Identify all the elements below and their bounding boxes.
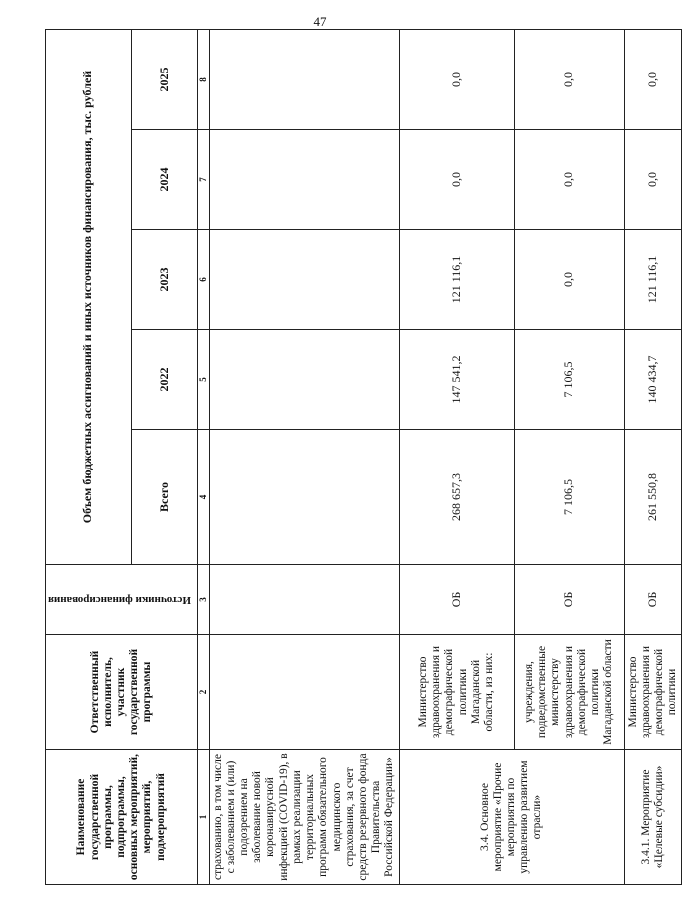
empty-cell [209, 330, 399, 430]
table-row [399, 29, 514, 884]
header-source-text: Источники финансирования [48, 593, 191, 606]
column-index-row [198, 29, 209, 884]
col-index-8: 8 [198, 29, 209, 129]
row-total: 268 657,3 [399, 430, 514, 565]
budget-table [45, 29, 682, 885]
empty-cell [209, 230, 399, 330]
header-year-2023: 2023 [131, 230, 197, 330]
row-name: 3.4. Основное мероприятие «Прочие мероприятия по управлению развитием отрасли» [399, 750, 624, 885]
header-year-2025: 2025 [131, 29, 197, 129]
row-source: ОБ [624, 565, 682, 635]
budget-table-sheet [45, 30, 679, 885]
row-2023: 121 116,1 [624, 230, 682, 330]
row-2022: 147 541,2 [399, 330, 514, 430]
table-row [624, 29, 682, 884]
header-executor: Ответственный исполнитель, участник государственной программы [46, 635, 198, 750]
col-index-5: 5 [198, 330, 209, 430]
row-executor: учреждения, подведомственные министерству здравоохранения и демографической политики Магаданской области [514, 635, 624, 750]
row-total: 261 550,8 [624, 430, 682, 565]
row-executor: Министерство здравоохранения и демографической политики [624, 635, 682, 750]
table-row-continuation [209, 29, 399, 884]
row-source: ОБ [514, 565, 624, 635]
header-money: Объем бюджетных ассигнований и иных источников финансирования, тыс. рублей [46, 29, 132, 564]
empty-cell [209, 430, 399, 565]
header-year-2024: 2024 [131, 130, 197, 230]
row-2025: 0,0 [624, 29, 682, 129]
col-index-6: 6 [198, 230, 209, 330]
row-2022: 7 106,5 [514, 330, 624, 430]
header-source [46, 565, 198, 635]
row-2023: 121 116,1 [399, 230, 514, 330]
row-total: 7 106,5 [514, 430, 624, 565]
row-2024: 0,0 [624, 130, 682, 230]
col-index-2: 2 [198, 635, 209, 750]
header-year-2022: 2022 [131, 330, 197, 430]
empty-cell [209, 130, 399, 230]
row-2022: 140 434,7 [624, 330, 682, 430]
empty-cell [209, 29, 399, 129]
col-index-3: 3 [198, 565, 209, 635]
row-2024: 0,0 [514, 130, 624, 230]
row-source: ОБ [399, 565, 514, 635]
row-2023: 0,0 [514, 230, 624, 330]
empty-cell [209, 635, 399, 750]
empty-cell [209, 565, 399, 635]
row-2025: 0,0 [399, 29, 514, 129]
continuation-text: страхованию, в том числе с заболеванием и (или) подозрением на заболевание новой коронавирусной инфекцией (COVID-19), в рамках реализации территориальных программ обязательного медицинского страхования, за счет средств резервного фонда Правительства Российской Федерации» [209, 750, 399, 885]
header-name: Наименование государственной программы, подпрограммы, основных мероприятий, мероприятий, подмероприятий [46, 750, 198, 885]
row-name: 3.4.1. Мероприятие «Целевые субсидии» [624, 750, 682, 885]
page-number: 47 [313, 14, 327, 29]
col-index-1: 1 [198, 750, 209, 885]
row-executor: Министерство здравоохранения и демографической политики Магаданской области, из них: [399, 635, 514, 750]
row-2024: 0,0 [399, 130, 514, 230]
col-index-4: 4 [198, 430, 209, 565]
row-2025: 0,0 [514, 29, 624, 129]
col-index-7: 7 [198, 130, 209, 230]
header-total: Всего [131, 430, 197, 565]
